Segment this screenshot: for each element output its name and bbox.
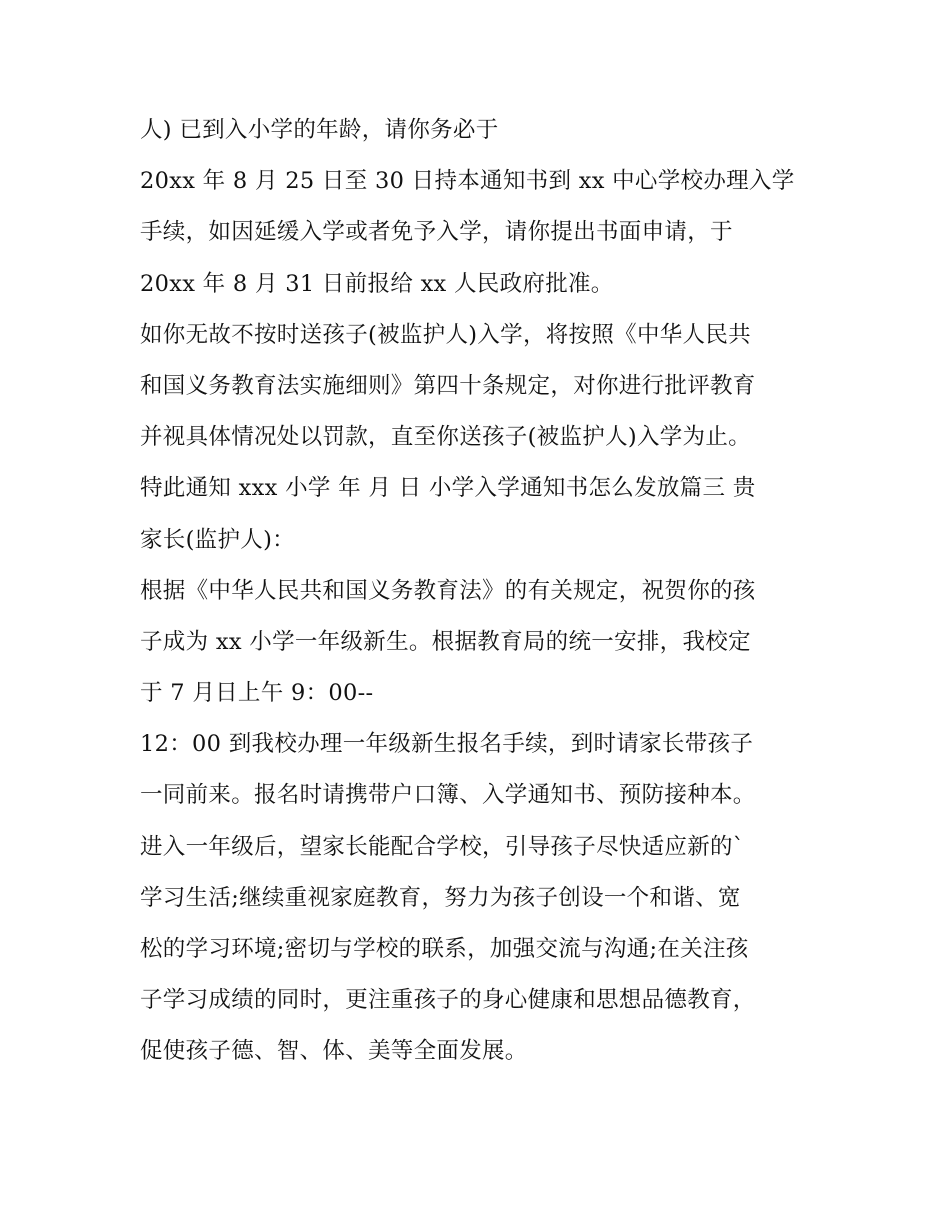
text-line: 特此通知 xxx 小学 年 月 日 小学入学通知书怎么发放篇三 贵 bbox=[140, 475, 756, 502]
text-line: 根据《中华人民共和国义务教育法》的有关规定，祝贺你的孩 bbox=[140, 577, 756, 604]
text-line: 促使孩子德、智、体、美等全面发展。 bbox=[140, 1038, 528, 1065]
text-line: 如你无故不按时送孩子(被监护人)入学，将按照《中华人民共 bbox=[140, 321, 751, 348]
text-line: 学习生活;继续重视家庭教育，努力为孩子创设一个和谐、宽 bbox=[140, 884, 741, 911]
text-line: 并视具体情况处以罚款，直至你送孩子(被监护人)入学为止。 bbox=[140, 424, 751, 451]
text-line: 20xx 年 8 月 31 日前报给 xx 人民政府批准。 bbox=[140, 270, 614, 297]
text-line: 一同前来。报名时请携带户口簿、入学通知书、预防接种本。 bbox=[140, 782, 756, 809]
text-line: 松的学习环境;密切与学校的联系，加强交流与沟通;在关注孩 bbox=[140, 936, 749, 962]
text-line: 12：00 到我校办理一年级新生报名手续，到时请家长带孩子 bbox=[140, 731, 754, 758]
text-line: 和国义务教育法实施细则》第四十条规定，对你进行批评教育 bbox=[140, 372, 756, 399]
text-line: 20xx 年 8 月 25 日至 30 日持本通知书到 xx 中心学校办理入学 bbox=[140, 168, 795, 195]
body-text bbox=[140, 105, 840, 1078]
text-line: 进入一年级后，望家长能配合学校，引导孩子尽快适应新的` bbox=[140, 833, 745, 860]
text-line: 人) 已到入小学的年龄，请你务必于 bbox=[140, 117, 499, 143]
text-line: 于 7 月日上午 9：00-- bbox=[140, 680, 374, 707]
text-line: 子学习成绩的同时，更注重孩子的身心健康和思想品德教育， bbox=[140, 987, 756, 1014]
text-line: 家长(监护人)： bbox=[140, 526, 295, 553]
text-line: 手续，如因延缓入学或者免予入学，请你提出书面申请，于 bbox=[140, 219, 733, 246]
text-line: 子成为 xx 小学一年级新生。根据教育局的统一安排，我校定 bbox=[140, 628, 751, 655]
